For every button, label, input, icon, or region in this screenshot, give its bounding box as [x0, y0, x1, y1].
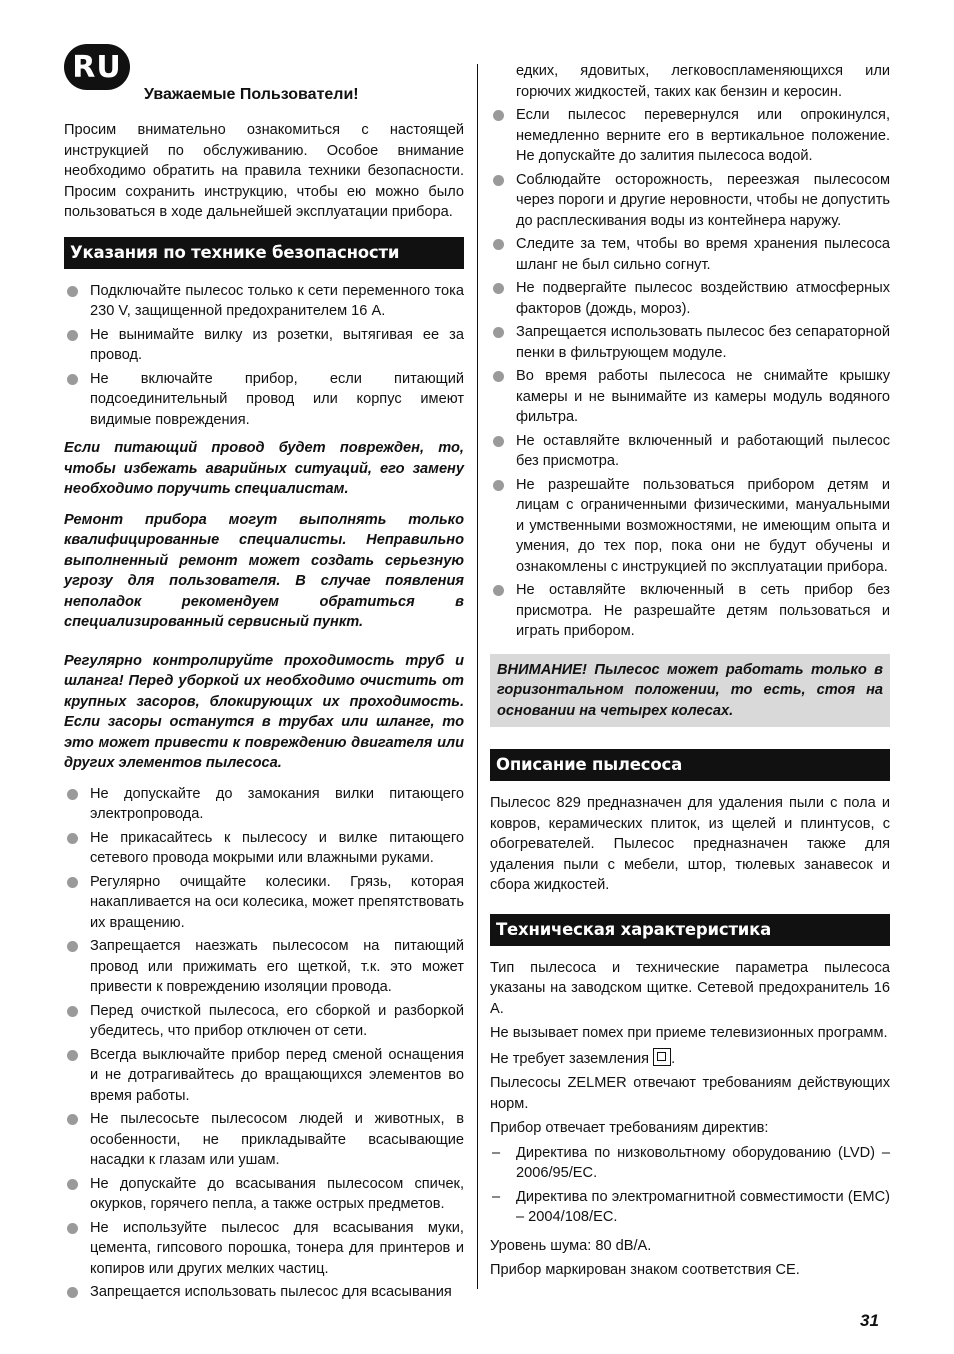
intro-paragraph: Просим внимательно ознакомиться с настоящей инструкцией по обслуживанию. Особое внимание необходимо обратить на правила техники безопасности. Просим сохранить инструкцию, чтобы ею можно было пользоваться в ходе дальнейшей эксплуатации прибора.: [64, 122, 464, 220]
bullet-dot-icon: [67, 1287, 78, 1298]
safety-note-cord: Если питающий провод будет поврежден, то, чтобы избежать аварийных ситуаций, его замену необходимо поручить специалистам.: [64, 440, 464, 497]
section-description-title: Описание пылесоса: [490, 749, 890, 781]
specs-paragraph-interference: Не вызывает помех при приеме телевизионных программ.: [490, 1025, 888, 1041]
list-item: Если пылесос перевернулся или опрокинулся, немедленно верните его в вертикальное положение. Не допускайте до залития пылесоса водой.: [490, 105, 890, 167]
list-item: Не разрешайте пользоваться прибором детям и лицам с ограниченными физическими, мануальными и умственными возможностями, не имеющим опыта и умения, до тех пор, пока они не будут обучены и ознакомлены с инструкцией по эксплуатации прибора.: [490, 475, 890, 578]
section-specs-title: Техническая характеристика: [490, 914, 890, 946]
bullet-dot-icon: [67, 1179, 78, 1190]
bullet-dot-icon: [493, 436, 504, 447]
bullet-dot-icon: [67, 330, 78, 341]
column-divider: [477, 64, 478, 1289]
list-item: Следите за тем, чтобы во время хранения пылесоса шланг не был сильно согнут.: [490, 234, 890, 275]
list-item: Не прикасайтесь к пылесосу и вилке питающего сетевого провода мокрыми или влажными руками.: [64, 828, 464, 869]
specs-paragraph-type: Тип пылесоса и технические параметра пылесоса указаны на заводском щитке. Сетевой предохранитель 16 A.: [490, 959, 890, 1017]
left-column: [64, 84, 464, 1311]
list-item: Во время работы пылесоса не снимайте крышку камеры и не вынимайте из камеры модуль водяного фильтра.: [490, 366, 890, 428]
page-number: 31: [860, 1311, 879, 1330]
bullet-dot-icon: [493, 175, 504, 186]
list-item: Всегда выключайте прибор перед сменой оснащения и не дотрагивайтесь до вращающихся элементов во время работы.: [64, 1045, 464, 1107]
specs-paragraph-directives: Прибор отвечает требованиям директив:: [490, 1120, 769, 1136]
list-item: Не используйте пылесос для всасывания муки, цемента, гипсового порошка, тонера для принтеров и копиров или других мелких частиц.: [64, 1218, 464, 1280]
bullet-dot-icon: [67, 1114, 78, 1125]
bullet-dot-icon: [67, 374, 78, 385]
list-item: Не допускайте до замокания вилки питающего электропровода.: [64, 784, 464, 825]
section-safety-title: Указания по технике безопасности: [64, 237, 464, 269]
list-item: Запрещается использовать пылесос для всасывания: [64, 1282, 464, 1303]
bullet-dot-icon: [493, 371, 504, 382]
bullet-dot-icon: [67, 1006, 78, 1017]
safety-list-c: [490, 105, 890, 642]
specs-paragraph-grounding: Не требует заземления .: [490, 1048, 890, 1070]
list-item: Не допускайте до всасывания пылесосом спичек, окурков, горячего пепла, а также острых предметов.: [64, 1174, 464, 1215]
directives-list: [490, 1143, 890, 1228]
bullet-dot-icon: [67, 789, 78, 800]
bullet-dot-icon: [493, 110, 504, 121]
safety-note-pipes: Регулярно контролируйте проходимость труб и шланга! Перед уборкой их необходимо очистить от крупных засоров, блокирующих их проходимость. Если засоры останутся в трубах или шланге, то это может привести к повреждению двигателя или других элементов пылесоса.: [64, 652, 464, 771]
bullet-dot-icon: [493, 480, 504, 491]
list-item: Не пылесосьте пылесосом людей и животных, в особенности, не прикладывайте всасывающие насадки к глазам или ушам.: [64, 1109, 464, 1171]
continuation-text: едких, ядовитых, легковоспламеняющихся или горючих жидкостей, таких как бензин и керосин.: [516, 63, 890, 100]
greeting-heading: Уважаемые Пользователи!: [144, 86, 359, 103]
language-badge: RU: [64, 44, 130, 90]
list-item: Не оставляйте включенный и работающий пылесос без присмотра.: [490, 431, 890, 472]
list-item: Не подвергайте пылесос воздействию атмосферных факторов (дождь, мороз).: [490, 278, 890, 319]
warning-box: ВНИМАНИЕ! Пылесос может работать только в горизонтальном положении, то есть, стоя на основании на четырех колесах.: [490, 654, 890, 728]
bullet-dot-icon: [67, 286, 78, 297]
list-item: Не оставляйте включенный в сеть прибор без присмотра. Не разрешайте детям пользоваться и играть прибором.: [490, 580, 890, 642]
safety-list-b: [64, 784, 464, 1303]
bullet-dot-icon: [67, 941, 78, 952]
list-item: Не включайте прибор, если питающий подсоединительный провод или корпус имеют видимые повреждения.: [64, 369, 464, 431]
specs-noise-level: Уровень шума: 80 dB/A.: [490, 1237, 652, 1254]
list-item: Соблюдайте осторожность, переезжая пылесосом через пороги и другие неровности, чтобы не допустить до расплескивания воды из контейнера наружу.: [490, 170, 890, 232]
list-item: – Директива по электромагнитной совместимости (EMC) – 2004/108/EC.: [492, 1188, 890, 1225]
list-item: – Директива по низковольтному оборудованию (LVD) – 2006/95/EC.: [492, 1144, 890, 1181]
bullet-dot-icon: [67, 833, 78, 844]
list-item: Перед очисткой пылесоса, его сборкой и разборкой убедитесь, что прибор отключен от сети.: [64, 1001, 464, 1042]
bullet-dot-icon: [493, 585, 504, 596]
bullet-dot-icon: [493, 239, 504, 250]
list-item: Запрещается наезжать пылесосом на питающий провод или прижимать его щеткой, т.к. это может привести к повреждению изоляции провода.: [64, 936, 464, 998]
specs-ce-mark: Прибор маркирован знаком соответствия CE.: [490, 1262, 800, 1278]
bullet-dot-icon: [67, 1223, 78, 1234]
list-item: Запрещается использовать пылесос без сепараторной пенки в фильтрующем модуле.: [490, 322, 890, 363]
bullet-dot-icon: [493, 327, 504, 338]
specs-paragraph-norms: Пылесосы ZELMER отвечают требованиям действующих норм.: [490, 1075, 890, 1112]
list-item: Регулярно очищайте колесики. Грязь, которая накапливается на оси колесика, может препятствовать их вращению.: [64, 872, 464, 934]
bullet-dot-icon: [67, 877, 78, 888]
description-paragraph: Пылесос 829 предназначен для удаления пыли с пола и ковров, керамических плиток, из щелей и плинтусов, с обогревателей. Пылесос предназначен также для удаления пыли с мебели, штор, тюлевых занавесок и сбора жидкостей.: [490, 795, 890, 893]
list-item: Подключайте пылесос только к сети переменного тока 230 V, защищенной предохранителем 16 A.: [64, 281, 464, 322]
safety-note-repair: Ремонт прибора могут выполнять только квалифицированные специалисты. Неправильно выполненный ремонт может создать серьезную угрозу для пользователя. В случае появления неполадок рекомендуем обратиться в специализированный сервисный пункт.: [64, 511, 464, 630]
safety-list-a: [64, 281, 464, 431]
list-item: Не вынимайте вилку из розетки, вытягивая ее за провод.: [64, 325, 464, 366]
bullet-dot-icon: [493, 283, 504, 294]
right-column: [490, 61, 890, 1291]
bullet-dot-icon: [67, 1050, 78, 1061]
double-insulation-icon: [653, 1048, 671, 1066]
